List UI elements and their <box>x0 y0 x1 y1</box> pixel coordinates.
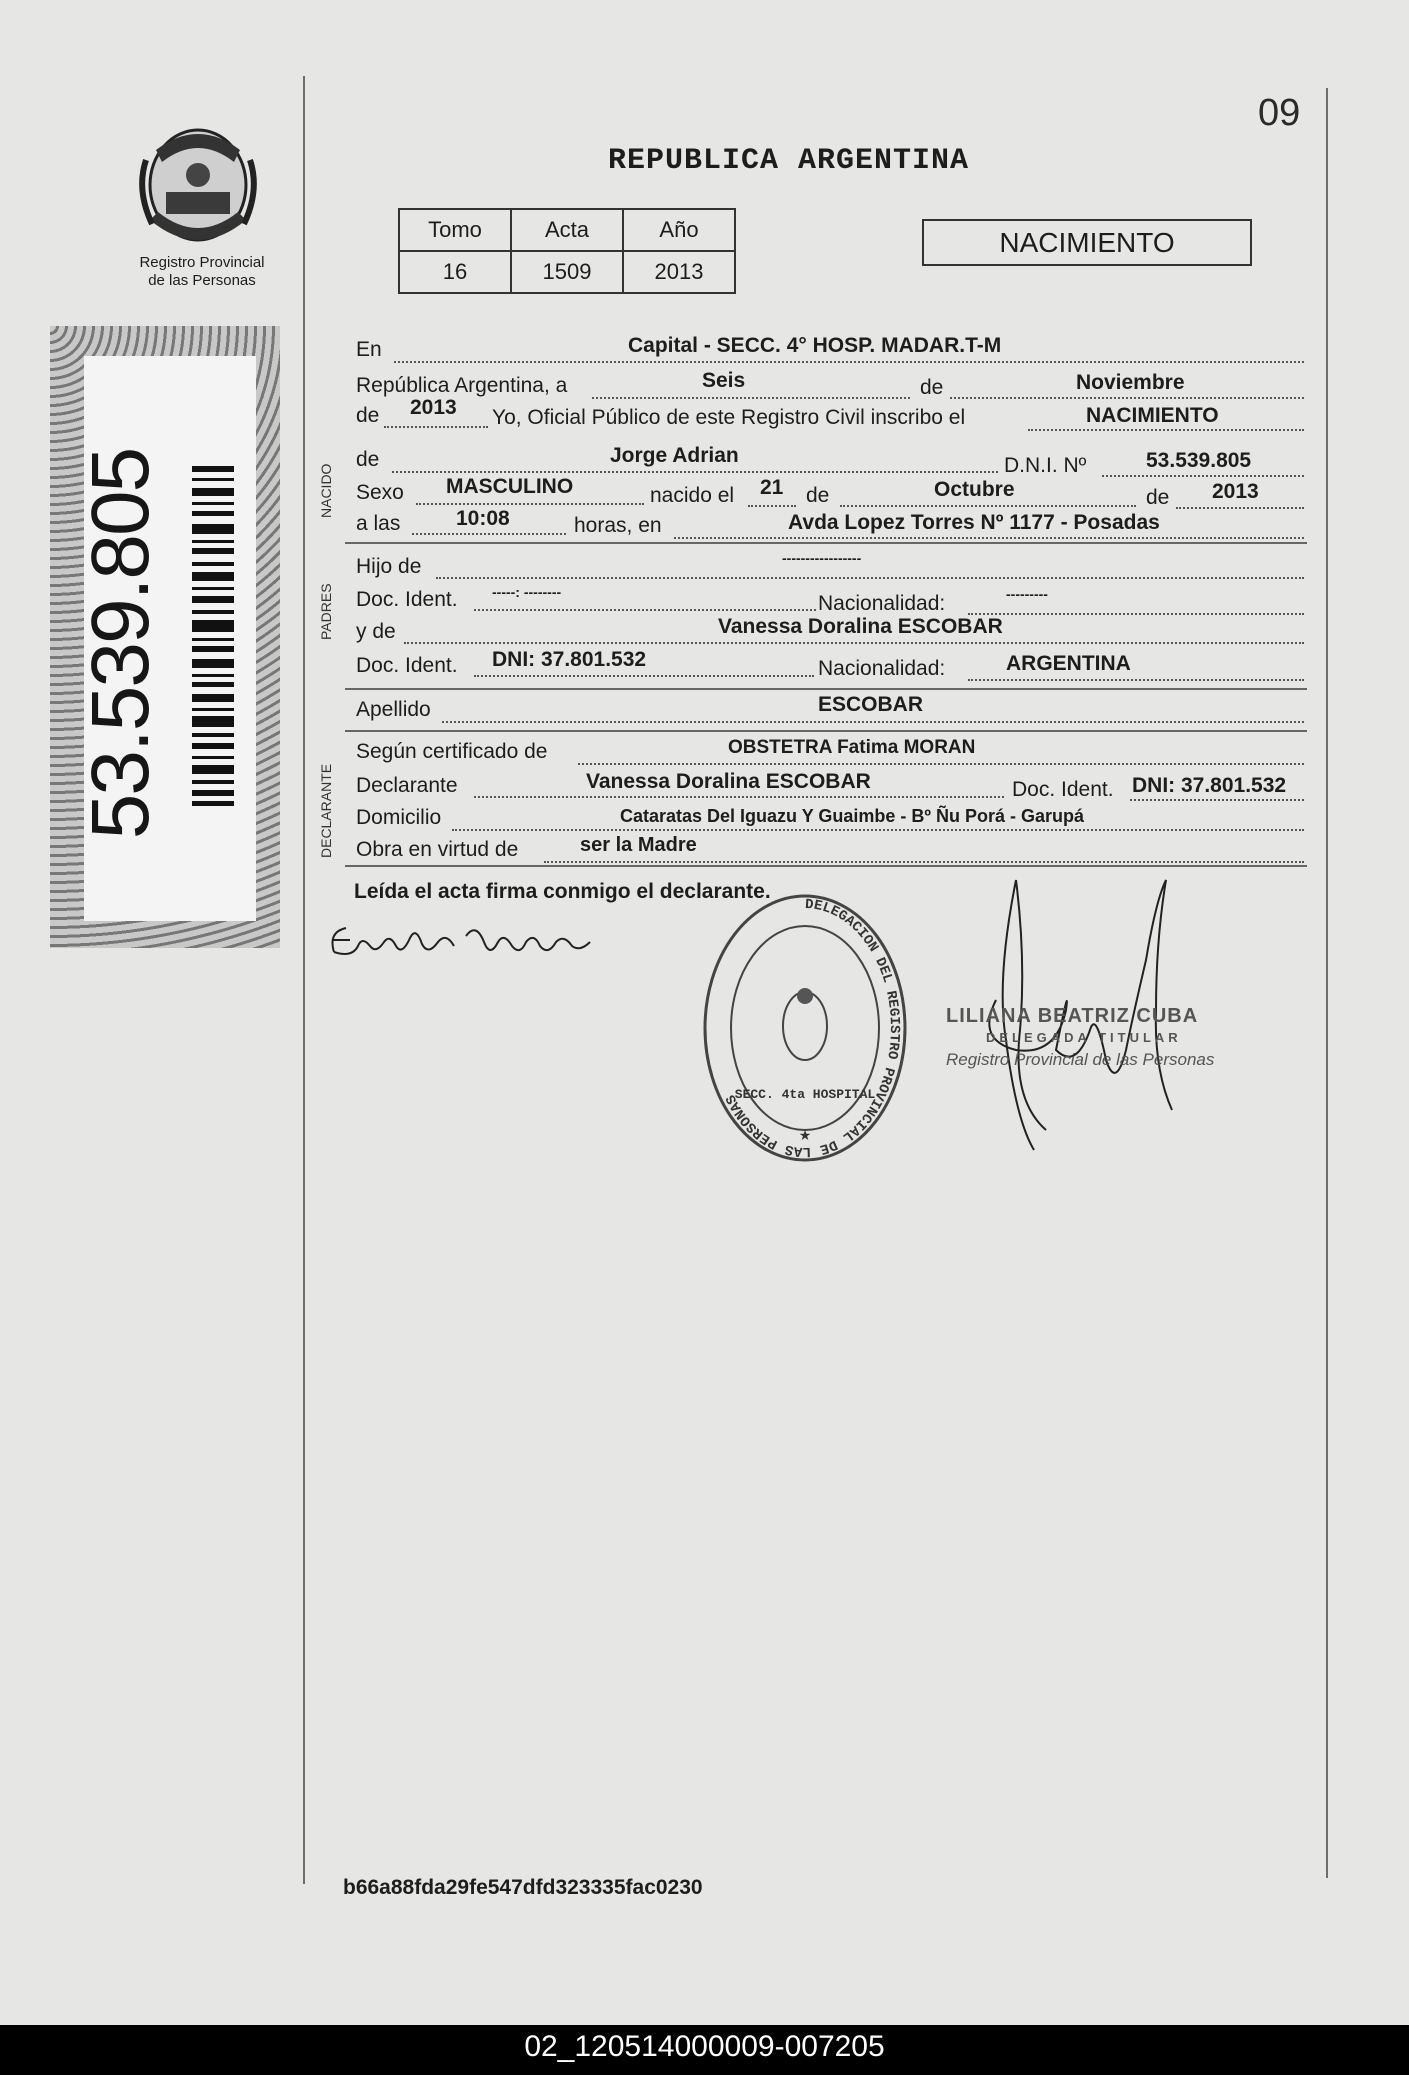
label-horas-en: horas, en <box>574 514 662 537</box>
acta-table-value-row <box>399 251 735 293</box>
label-de-anio: de <box>356 404 380 427</box>
dots-acto <box>1028 428 1304 431</box>
footer-filename: 02_120514000009-007205 <box>524 2030 885 2063</box>
dots-dia <box>592 396 910 399</box>
misiones-coat-of-arms-icon <box>138 120 258 250</box>
barcode-inner <box>75 356 256 921</box>
label-obra: Obra en virtud de <box>356 838 519 861</box>
dots-mes <box>950 396 1304 399</box>
record-type-box: NACIMIENTO <box>922 219 1252 266</box>
dots-padre <box>436 576 1304 579</box>
signer-block <box>946 1005 1214 1071</box>
left-margin-line <box>303 76 305 1884</box>
value-doc-padre: -----: -------- <box>492 584 562 600</box>
label-sexo: Sexo <box>356 481 404 504</box>
value-nac-madre: ARGENTINA <box>1006 652 1131 675</box>
value-obra: ser la Madre <box>580 834 697 856</box>
registry-caption-line-1: Registro Provincial <box>139 254 265 271</box>
label-de-nombre: de <box>356 448 380 471</box>
value-certificado: OBSTETRA Fatima MORAN <box>728 737 976 758</box>
label-declarante: Declarante <box>356 774 458 797</box>
label-doc-ident-declarante: Doc. Ident. <box>1012 778 1114 801</box>
dots-anio <box>384 425 488 428</box>
value-nombre: Jorge Adrian <box>610 444 739 467</box>
acta-table <box>398 208 736 294</box>
label-de-mes: de <box>920 376 944 399</box>
signer-role: DELEGADA TITULAR <box>986 1030 1182 1045</box>
barcode-icon <box>192 466 234 806</box>
value-declarante: Vanessa Doralina ESCOBAR <box>586 770 871 793</box>
value-dia-nac: 21 <box>760 476 784 499</box>
value-mes-nac: Octubre <box>934 478 1015 501</box>
dots-apellido <box>442 720 1304 723</box>
dots-madre <box>404 641 1304 644</box>
dots-nac-madre <box>968 678 1304 681</box>
section-label-padres: PADRES <box>318 583 334 640</box>
label-nacionalidad-madre: Nacionalidad: <box>818 657 946 680</box>
dots-doc-madre <box>474 674 814 677</box>
value-padre: ----------------- <box>782 550 862 566</box>
section-label-nacido: NACIDO <box>318 463 334 518</box>
label-dni: D.N.I. Nº <box>1004 454 1087 477</box>
dots-lugar-nac <box>674 536 1304 539</box>
separator-padres <box>345 542 1307 544</box>
value-doc-madre: DNI: 37.801.532 <box>492 648 647 671</box>
document-title: REPUBLICA ARGENTINA <box>608 144 970 178</box>
acta-value-acta: 1509 <box>511 251 623 293</box>
value-anio: 2013 <box>410 396 457 419</box>
dots-dni <box>1102 474 1304 477</box>
label-nacido-el: nacido el <box>650 484 735 507</box>
label-domicilio: Domicilio <box>356 806 442 829</box>
label-de-mes-nac: de <box>806 484 830 507</box>
value-anio-nac: 2013 <box>1212 480 1259 503</box>
label-de-anio-nac: de <box>1146 486 1170 509</box>
acta-header-anio: Año <box>623 209 735 251</box>
dots-domicilio <box>452 828 1304 831</box>
label-nacionalidad-padre: Nacionalidad: <box>818 592 946 615</box>
acta-header-tomo: Tomo <box>399 209 511 251</box>
dots-anio-nac <box>1176 506 1304 509</box>
registry-caption-line-2: de las Personas <box>148 272 256 289</box>
page-number: 09 <box>1258 92 1301 134</box>
label-apellido: Apellido <box>356 698 431 721</box>
dots-doc-declarante <box>1130 798 1304 801</box>
dots-hora <box>412 532 566 535</box>
value-apellido: ESCOBAR <box>818 693 924 716</box>
label-a-las: a las <box>356 512 401 535</box>
label-doc-ident-padre: Doc. Ident. <box>356 588 458 611</box>
acta-value-anio: 2013 <box>623 251 735 293</box>
stamp-inner-text: SECC. 4ta HOSPITAL <box>734 1087 876 1102</box>
dots-dia-nac <box>748 504 796 507</box>
official-stamp <box>700 888 910 1163</box>
acta-value-tomo: 16 <box>399 251 511 293</box>
label-segun-certificado: Según certificado de <box>356 740 548 763</box>
value-nac-padre: --------- <box>1006 586 1048 602</box>
signer-name: LILIANA BEATRIZ CUBA <box>946 1005 1199 1027</box>
value-hora: 10:08 <box>456 507 510 530</box>
dots-en <box>394 360 1304 363</box>
document-hash: b66a88fda29fe547dfd323335fac0230 <box>343 1876 703 1899</box>
label-yo: Yo, Oficial Público de este Registro Civil inscribo el <box>492 406 966 429</box>
dots-mes-nac <box>840 504 1136 507</box>
dots-nombre <box>392 470 998 473</box>
closing-statement: Leída el acta firma conmigo el declarante. <box>354 880 771 903</box>
value-domicilio: Cataratas Del Iguazu Y Guaimbe - Bº Ñu Porá - Garupá <box>620 806 1085 826</box>
barcode-number: 53.539.805 <box>75 448 166 840</box>
separator-apellido <box>345 688 1307 690</box>
label-hijo-de: Hijo de <box>356 555 422 578</box>
dots-doc-padre <box>474 608 816 611</box>
stamp-ring-text: DELEGACION DEL REGISTRO PROVINCIAL DE LAS PERSONAS <box>723 896 902 1160</box>
dots-sexo <box>416 502 644 505</box>
value-madre: Vanessa Doralina ESCOBAR <box>718 615 1003 638</box>
value-lugar: Capital - SECC. 4° HOSP. MADAR.T-M <box>628 334 1002 357</box>
right-margin-line <box>1326 88 1328 1878</box>
label-en: En <box>356 338 382 361</box>
dots-nac-padre <box>968 612 1304 615</box>
declarant-signature <box>326 912 596 968</box>
acta-table-header-row <box>399 209 735 251</box>
separator-declarante <box>345 730 1307 732</box>
value-lugar-nac: Avda Lopez Torres Nº 1177 - Posadas <box>788 511 1160 534</box>
label-republica: República Argentina, a <box>356 374 568 397</box>
label-doc-ident-madre: Doc. Ident. <box>356 654 458 677</box>
value-acto: NACIMIENTO <box>1086 404 1219 427</box>
value-dia: Seis <box>702 369 746 392</box>
value-sexo: MASCULINO <box>446 475 574 498</box>
barcode-label <box>50 326 280 948</box>
dots-declarante <box>474 795 1004 798</box>
registry-caption <box>120 254 284 290</box>
value-mes: Noviembre <box>1076 371 1185 394</box>
svg-text:★: ★ <box>798 1127 812 1143</box>
value-dni: 53.539.805 <box>1146 449 1252 472</box>
label-y-de: y de <box>356 620 396 643</box>
value-doc-declarante: DNI: 37.801.532 <box>1132 774 1287 797</box>
acta-header-acta: Acta <box>511 209 623 251</box>
signer-org: Registro Provincial de las Personas <box>946 1050 1215 1069</box>
section-label-declarante: DECLARANTE <box>318 763 334 858</box>
dots-certificado <box>578 762 1304 765</box>
